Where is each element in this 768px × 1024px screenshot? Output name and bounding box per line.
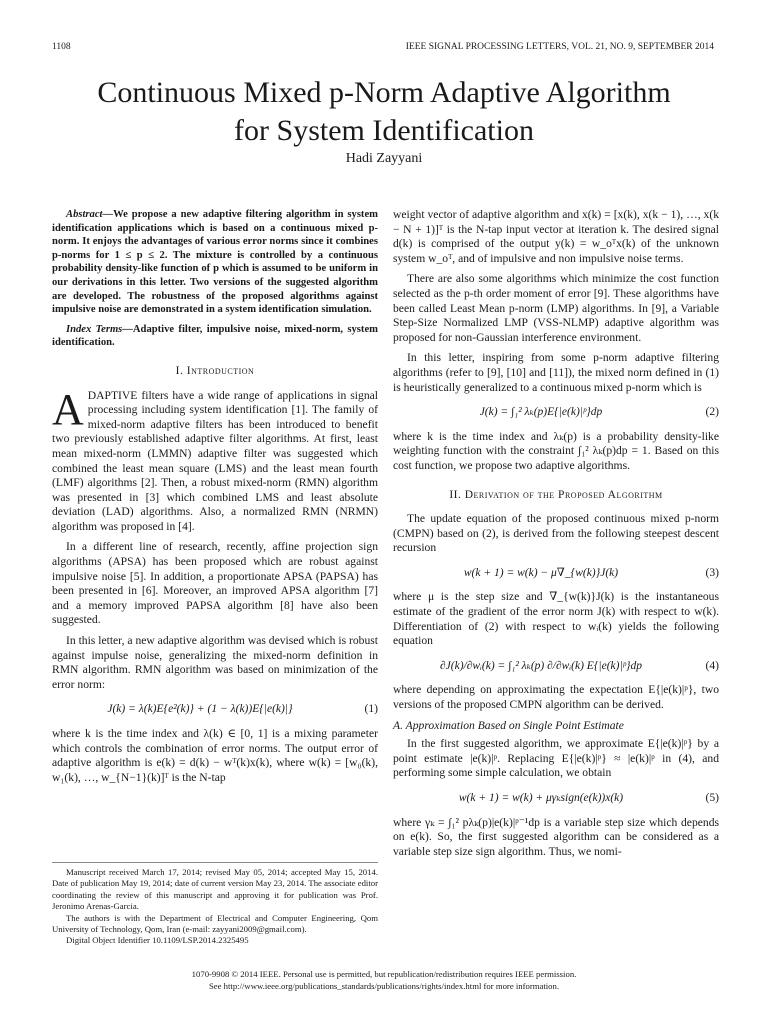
- section-heading-derivation: II. Derivation of the Proposed Algorithm: [449, 488, 663, 501]
- equation-1-number: (1): [364, 702, 378, 716]
- abstract: [52, 208, 378, 317]
- equation-2: [393, 405, 719, 420]
- section-heading-intro: I. Introduction: [175, 364, 255, 377]
- copyright-line: 1070-9908 © 2014 IEEE. Personal use is permitted, but republication/redistribution requires IEEE permission.: [191, 969, 577, 979]
- index-terms-text: Adaptive filter, impulsive noise, mixed-norm, system identification.: [52, 323, 378, 349]
- equation-4: [393, 659, 719, 674]
- paper-title: [0, 74, 768, 150]
- rights-link-line: See http://www.ieee.org/publications_standards/publications/rights/index.html for more information.: [208, 981, 560, 991]
- right-paragraph-1: weight vector of adaptive algorithm and x(k) = [x(k), x(k − 1), …, x(k − N + 1)]ᵀ is the N-tap input vector at iteration k. The desired signal d(k) is comprised of the output y(k) = w_oᵀx(k) of the unknown system w_oᵀ, and of impulsive and non impulsive noise terms.: [393, 208, 719, 265]
- subsection-heading-a: A. Approximation Based on Single Point Estimate: [393, 718, 624, 732]
- derivation-paragraph-3: where depending on approximating the expectation E{|e(k)|ᵖ}, two versions of the proposed CMPN algorithm can be derived.: [393, 683, 719, 712]
- author: Hadi Zayyani: [345, 151, 423, 166]
- derivation-paragraph-1: The update equation of the proposed continuous mixed p-norm (CMPN) based on (2), is derived from the following steepest descent recursion: [393, 512, 719, 555]
- footnote-affiliation: The authors is with the Department of Electrical and Computer Engineering, Qom University of Technology, Qom, Iran (e-mail: zayyani2009@gmail.com).: [52, 912, 378, 935]
- footnote-manuscript: Manuscript received March 17, 2014; revised May 05, 2014; accepted May 15, 2014. Date of publication May 19, 2014; date of current version May 23, 2014. The associate editor coordinating the review of this manuscript and approving it for publication was Prof. Jeronimo Arenas-Garcia.: [52, 867, 378, 912]
- right-column: [393, 208, 719, 865]
- abstract-text: We propose a new adaptive filtering algorithm in system identification applications which is based on a continuous mixed p-norm. It enjoys the advantages of various error norms since it combines p-norms for 1 ≤ p ≤ 2. The mixture is controlled by a continuous probability density-like function of p which is assumed to be uniform in our derivations in this letter. Two versions of the suggested algorithm are developed. The robustness of the proposed algorithms against impulsive noise are demonstrated in a system identification simulation.: [52, 209, 378, 316]
- derivation-paragraph-5: where γₖ = ∫₁² pλₖ(p)|e(k)|ᵖ⁻¹dp is a variable step size which depends on e(k). So, the first suggested algorithm can be considered as a variable step size sign algorithm. Thus, we nomi-: [393, 815, 719, 858]
- equation-2-body: J(k) = ∫₁² λₖ(p)E{|e(k)|ᵖ}dp: [479, 406, 603, 419]
- equation-4-number: (4): [705, 658, 719, 672]
- derivation-paragraph-4: In the first suggested algorithm, we approximate E{|e(k)|ᵖ} by a point estimate |e(k)|ᵖ. Replacing E{|e(k)|ᵖ} ≈ |e(k)|ᵖ in (4), and performing some simple calculation, we obtain: [393, 737, 719, 780]
- right-paragraph-4: where k is the time index and λₖ(p) is a probability density-like weighting function with the constraint ∫₁² λₖ(p)dp = 1. Based on this cost function, we propose two adaptive algorithms.: [393, 429, 719, 472]
- abstract-label: Abstract—: [66, 209, 114, 220]
- equation-1-body: J(k) = λ(k)E{e²(k)} + (1 − λ(k))E{|e(k)|}: [107, 703, 293, 716]
- equation-2-number: (2): [705, 405, 719, 419]
- equation-3: [393, 566, 719, 581]
- equation-4-body: ∂J(k)/∂wᵢ(k) = ∫₁² λₖ(p) ∂/∂wᵢ(k) E{|e(k)|ᵖ}dp: [440, 659, 642, 672]
- right-paragraph-3: In this letter, inspiring from some p-norm adaptive filtering algorithms (refer to [9], [10] and [11]), the mixed norm defined in (1) is heuristically generalized to a continuous mixed p-norm which is: [393, 351, 719, 394]
- equation-3-body: w(k + 1) = w(k) − μ∇_{w(k)}J(k): [463, 566, 619, 579]
- drop-cap: A: [52, 384, 84, 434]
- footnote: [52, 862, 378, 947]
- footnote-doi: Digital Object Identifier 10.1109/LSP.2014.2325495: [66, 935, 249, 946]
- intro-paragraph-2: In a different line of research, recently, affine projection sign algorithms (APSA) has been proposed which are robust against impulsive noise [5]. In addition, a proportionate APSA (PAPSA) has been presented in [6]. Moreover, an improved APSA algorithm [7] and a memory improved PAPSA algorithm [8] have also been suggested.: [52, 540, 378, 627]
- intro-paragraph-4: where k is the time index and λ(k) ∈ [0, 1] is a mixing parameter which controls the combination of error norms. The output error of adaptive algorithm is e(k) = d(k) − wᵀ(k)x(k), where w(k) = [w₀(k), w₁(k), …, w_{N−1}(k)]ᵀ is the N-tap: [52, 727, 378, 784]
- index-terms: [52, 323, 378, 350]
- title-line-2: for System Identification: [234, 114, 534, 147]
- copyright-footer: [0, 968, 768, 992]
- equation-5-number: (5): [705, 791, 719, 804]
- derivation-paragraph-2: where μ is the step size and ∇_{w(k)}J(k) is the instantaneous estimate of the gradient of the error norm J(k) with respect to w(k). Differentiation of (2) with respect to wᵢ(k) yields the following equation: [393, 590, 719, 648]
- intro-paragraph-3: In this letter, a new adaptive algorithm was devised which is robust against impulse noise, generalizing the mixed-norm definition in RMN algorithm. RMN algorithm was based on minimization of the error norm:: [52, 634, 378, 691]
- equation-1: [52, 702, 378, 717]
- title-line-1: Continuous Mixed p-Norm Adaptive Algorithm: [97, 76, 671, 109]
- index-terms-label: Index Terms—: [66, 323, 133, 335]
- left-column: [52, 208, 378, 791]
- journal-header: IEEE SIGNAL PROCESSING LETTERS, VOL. 21, NO. 9, SEPTEMBER 2014: [405, 42, 714, 52]
- intro-paragraph-1: ADAPTIVE filters have a wide range of applications in signal processing including system identification [1]. The family of mixed-norm adaptive filters has been introduced to benefit two previously established adaptive filter algorithms. At first, least mean mixed-norm (LMMN) adaptive filter was suggested which combined the least mean square (LMS) and the least mean fourth (LMF) algorithms [2]. Then, a robust mixed-norm (RMN) algorithm was presented in [3] which combined LMS and least absolute deviation (LAD) algorithms. Also, a normalized RMN (NRMN) algorithm was proposed in [4].: [52, 384, 378, 533]
- page-number: 1108: [52, 42, 71, 52]
- right-paragraph-2: There are also some algorithms which minimize the cost function selected as the p-th order moment of error [9]. These algorithms have been called Least Mean p-norm (LMP) algorithms. In [9], a Variable Step-Size Normalized LMP (VSS-NLMP) adaptive algorithm was proposed for non-Gaussian interference environment.: [393, 272, 719, 344]
- equation-5-body: w(k + 1) = w(k) + μγₖsign(e(k))x(k): [458, 792, 624, 804]
- equation-5: [393, 791, 719, 806]
- equation-3-number: (3): [705, 565, 719, 579]
